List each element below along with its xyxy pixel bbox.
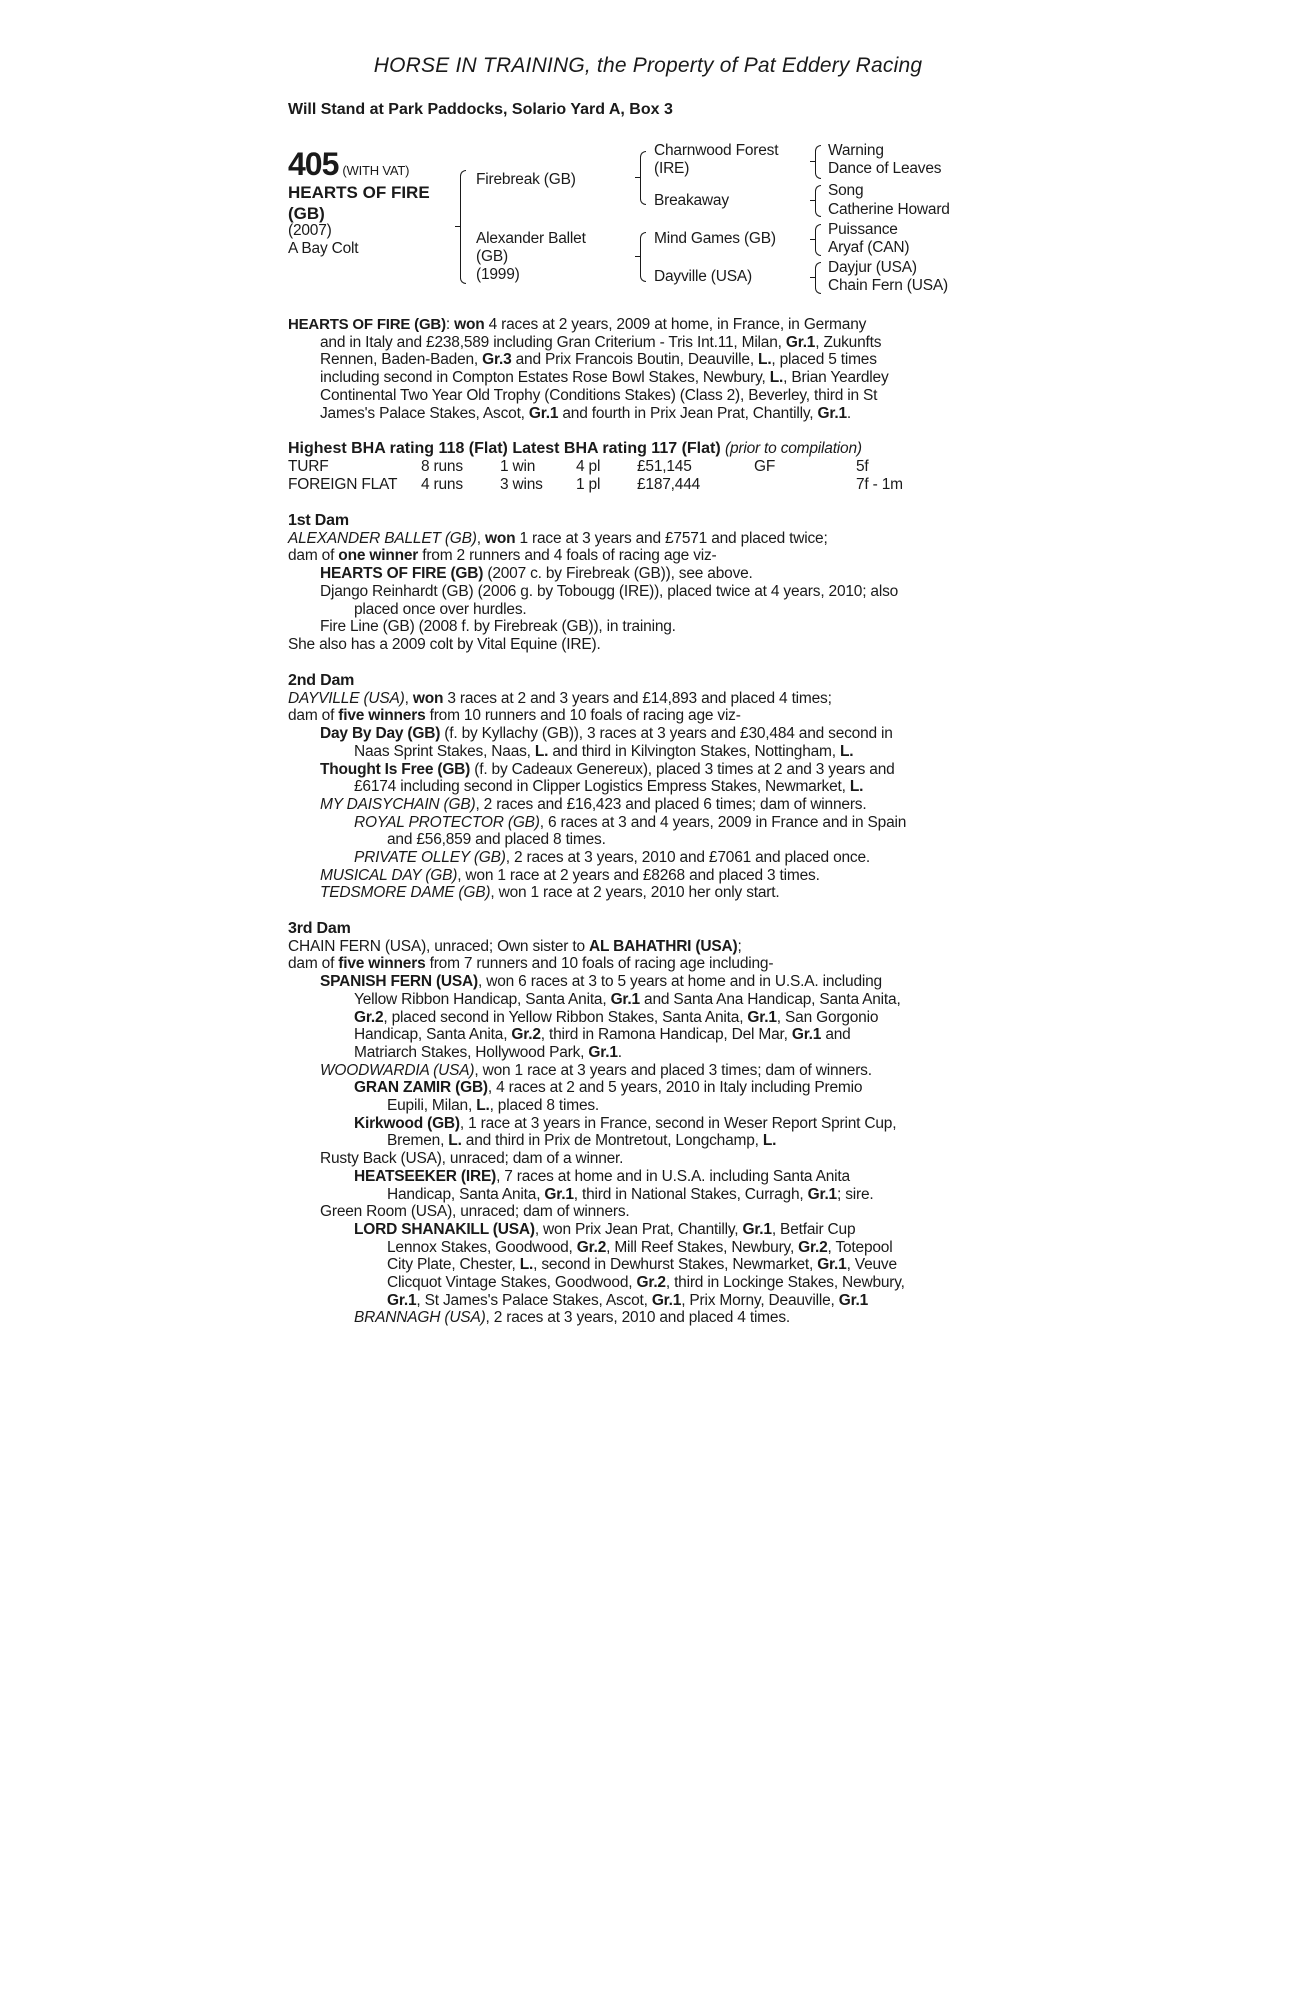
dam-text: dam of [288,547,339,565]
record-runs: 4 runs [421,476,463,493]
dam-text: , Mill Reef Stakes, Newbury, [606,1238,799,1256]
dam-line [288,938,1008,956]
pedigree-brace-notch [635,177,641,178]
group-label: Gr.2 [798,1238,828,1256]
summary-text: and Prix Francois Boutin, Deauville, [511,351,759,369]
dam-line [288,565,1008,583]
record-placed: 4 pl [576,458,601,475]
dam-text: ; [737,937,742,955]
dam-line [288,547,1008,565]
pedigree-brace-notch [810,200,816,201]
dam-winners: five winners [338,955,426,973]
dam-line: Rusty Back (USA), unraced; dam of a winner. [320,1150,624,1168]
pedigree-dds: Dayjur (USA) [828,259,917,276]
dam-line: Django Reinhardt (GB) (2006 g. by Tobougg (IRE)), placed twice at 4 years, 2010; also [320,582,899,600]
dam-winners: one winner [338,547,419,565]
pedigree-ds: Mind Games (GB) [654,230,776,247]
summary-text: Rennen, Baden-Baden, [320,351,483,369]
record-type: FOREIGN FLAT [288,476,398,493]
dam-line: Green Room (USA), unraced; dam of winners. [320,1203,630,1221]
pedigree-dam-line2: (GB) [476,248,508,265]
dam-text: Handicap, Santa Anita, [354,1026,512,1044]
relative-name: AL BAHATHRI (USA) [589,937,738,955]
dam-text: from 7 runners and 10 foals of racing age including- [425,955,774,973]
summary-line: Continental Two Year Old Trophy (Conditions Stakes) (Class 2), Beverley, third in St [320,386,878,404]
dam-text: , 2 races at 3 years, 2010 and placed 4 times. [485,1309,790,1327]
dam-line [288,884,1008,902]
dam-line [288,725,1008,743]
group-label: Gr.1 [544,1185,574,1203]
summary-text: including second in Compton Estates Rose Bowl Stakes, Newbury, [320,369,770,387]
second-dam-section [288,672,1008,902]
record-runs: 8 runs [421,458,463,475]
dam-text: , won Prix Jean Prat, Chantilly, [534,1220,743,1238]
race-summary [288,316,1008,422]
summary-text: : [445,316,455,333]
group-label: Gr.1 [747,1008,777,1026]
progeny-name: LORD SHANAKILL (USA) [354,1220,535,1238]
dam-line [288,761,1008,779]
dam-text: , 6 races at 3 and 4 years, 2009 in France and in Spain [539,813,907,831]
group-label: Gr.1 [791,1026,822,1044]
dam-text: Yellow Ribbon Handicap, Santa Anita, [354,990,611,1008]
group-label: Gr.1 [742,1220,772,1238]
page-title: HORSE IN TRAINING, the Property of Pat Eddery Racing [373,54,923,77]
lot-number-block [288,146,409,183]
dam-text: Clicquot Vintage Stakes, Goodwood, [387,1274,637,1292]
dam-line [288,796,1008,814]
pedigree-ssd: Dance of Leaves [828,160,942,177]
dam-text: , won 6 races at 3 to 5 years at home and in U.S.A. including [478,973,882,991]
dam-text: . [617,1043,622,1061]
dam-text: (2007 c. by Firebreak (GB)), see above. [483,565,753,583]
progeny-name: TEDSMORE DAME (GB) [320,884,491,902]
dam-line [288,1115,1008,1133]
dam-text: Naas Sprint Stakes, Naas, [354,742,535,760]
dam-text: (f. by Cadeaux Genereux), placed 3 times at 2 and 3 years and [470,760,895,778]
summary-line [288,316,1008,334]
stand-location: Will Stand at Park Paddocks, Solario Yard A, Box 3 [288,101,673,118]
group-label: Gr.1 [817,404,847,422]
listed-label: L. [849,778,864,796]
listed-label: L. [762,1132,777,1150]
group-label: Gr.1 [588,1043,618,1061]
record-wins: 3 wins [500,476,543,493]
dam-line [288,1309,1008,1327]
dam-text: , won 1 race at 2 years, 2010 her only start. [490,884,780,902]
dam-text: , third in Ramona Handicap, Del Mar, [540,1026,792,1044]
summary-horse-name: HEARTS OF FIRE (GB) [288,316,446,333]
listed-label: L. [448,1132,462,1150]
group-label: Gr.1 [651,1291,682,1309]
pedigree-sire: Firebreak (GB) [476,171,576,188]
dam-text: £6174 including second in Clipper Logistics Empress Stakes, Newmarket, [354,778,850,796]
dam-text: Lennox Stakes, Goodwood, [387,1238,577,1256]
dam-line [288,849,1008,867]
pedigree-ss-line1: Charnwood Forest [654,142,779,159]
summary-line [288,369,1008,387]
progeny-name: BRANNAGH (USA) [354,1309,486,1327]
dam-text: and third in Kilvington Stakes, Nottingham, [548,742,840,760]
dam-text: CHAIN FERN (USA), unraced; Own sister to [288,937,590,955]
pedigree-sss: Warning [828,142,884,159]
group-label: Gr.2 [576,1238,607,1256]
pedigree-dam-line3: (1999) [476,266,520,283]
horse-name-line1: HEARTS OF FIRE [288,183,430,202]
progeny-name: Day By Day (GB) [320,725,441,743]
progeny-name: GRAN ZAMIR (GB) [354,1079,488,1097]
summary-text: , Zukunfts [815,333,882,351]
third-dam-section [288,920,1008,1327]
progeny-name: PRIVATE OLLEY (GB) [354,849,506,867]
group-label: Gr.1 [838,1291,869,1309]
dam-line [288,814,1008,832]
record-wins: 1 win [500,458,536,475]
dam-text: dam of [288,955,339,973]
first-dam-section [288,512,1008,654]
dam-text: , 1 race at 3 years in France, second in Weser Report Sprint Cup, [459,1114,897,1132]
group-label: Gr.2 [354,1008,384,1026]
dam-line: Fire Line (GB) (2008 f. by Firebreak (GB)), in training. [320,618,676,636]
pedigree-brace-notch [810,239,816,240]
pedigree-dam-line1: Alexander Ballet [476,230,586,247]
dam-text: and Santa Ana Handicap, Santa Anita, [639,990,901,1008]
ratings-line [288,440,1008,458]
dam-text: , third in Lockinge Stakes, Newbury, [665,1274,905,1292]
dam-text: from 2 runners and 4 foals of racing age viz- [418,547,717,565]
horse-info [288,222,358,258]
pedigree-brace-notch [635,256,641,257]
dam-text: (f. by Kyllachy (GB)), 3 races at 3 years and £30,484 and second in [440,725,893,743]
dam-line [288,530,1008,548]
record-placed: 1 pl [576,476,601,493]
first-dam-heading: 1st Dam [288,512,349,529]
dam-text: Bremen, [387,1132,449,1150]
ratings-note: (prior to compilation) [724,440,862,457]
summary-text: and in Italy and £238,589 including Gran Criterium - Tris Int.11, Milan, [320,333,786,351]
dam-line [288,1292,1008,1310]
progeny-name: Kirkwood (GB) [354,1114,460,1132]
dam-line [288,690,1008,708]
pedigree-dss: Puissance [828,221,898,238]
progeny-name: HEARTS OF FIRE (GB) [320,565,484,583]
dam-line [288,1062,1008,1080]
dam-line [288,1009,1008,1027]
listed-label: L. [839,742,854,760]
dam-line [288,1256,1008,1274]
record-distance: 7f - 1m [856,476,903,493]
dam-text: , Prix Morny, Deauville, [681,1291,839,1309]
group-label: Gr.1 [785,333,816,351]
dam-line [288,707,1008,725]
dam-line [288,1274,1008,1292]
listed-label: L. [476,1097,490,1115]
group-label: Gr.1 [387,1291,417,1309]
dam-text: , 4 races at 2 and 5 years, 2010 in Italy including Premio [487,1079,863,1097]
dam-text: City Plate, Chester, [387,1256,520,1274]
listed-label: L. [519,1256,534,1274]
dam-name: DAYVILLE (USA) [288,689,405,707]
dam-text: dam of [288,707,339,725]
record-earnings: £187,444 [637,476,701,493]
dam-text: , Betfair Cup [771,1220,856,1238]
group-label: Gr.1 [528,404,559,422]
dam-text: , won 1 race at 3 years and placed 3 times; dam of winners. [474,1061,872,1079]
dam-line [288,778,1008,796]
dam-text: , second in Dewhurst Stakes, Newmarket, [533,1256,818,1274]
horse-description: A Bay Colt [288,240,359,257]
summary-text: . [846,404,851,422]
dam-line: and £56,859 and placed 8 times. [387,831,606,849]
progeny-name: HEATSEEKER (IRE) [354,1167,497,1185]
pedigree-sds: Song [828,182,864,199]
dam-text: , placed second in Yellow Ribbon Stakes, Santa Anita, [383,1008,748,1026]
dam-text: and third in Prix de Montretout, Longchamp, [461,1132,763,1150]
summary-text: , Brian Yeardley [783,369,889,387]
dam-text: Eupili, Milan, [387,1097,477,1115]
dam-name: ALEXANDER BALLET (GB) [288,529,477,547]
dam-text: 3 races at 2 and 3 years and £14,893 and placed 4 times; [443,689,832,707]
pedigree-dsd: Aryaf (CAN) [828,239,910,256]
summary-text: 4 races at 2 years, 2009 at home, in France, in Germany [484,316,867,333]
dam-line [288,973,1008,991]
pedigree-brace-notch [810,277,816,278]
horse-name [288,182,453,224]
record-distance: 5f [856,458,869,475]
group-label: Gr.3 [482,351,512,369]
group-label: Gr.2 [636,1274,666,1292]
dam-text: , placed 8 times. [489,1097,600,1115]
dam-text: , St James's Palace Stakes, Ascot, [416,1291,652,1309]
group-label: Gr.2 [511,1026,541,1044]
dam-line [288,991,1008,1009]
record-earnings: £51,145 [637,458,692,475]
progeny-name: MY DAISYCHAIN (GB) [320,795,476,813]
group-label: Gr.1 [807,1185,837,1203]
dam-text: , third in National Stakes, Curragh, [573,1185,808,1203]
progeny-name: Thought Is Free (GB) [320,760,471,778]
pedigree-ss-line2: (IRE) [654,160,690,177]
dam-text: , won 1 race at 2 years and £8268 and placed 3 times. [457,866,820,884]
record-type: TURF [288,458,329,475]
pedigree-brace-notch [455,226,461,227]
dam-line [288,955,1008,973]
dam-text: , 2 races at 3 years, 2010 and £7061 and placed once. [505,849,871,867]
pedigree-sdd: Catherine Howard [828,201,950,218]
lot-number: 405 [288,146,339,182]
dam-line [288,1239,1008,1257]
dam-line [288,1044,1008,1062]
progeny-name: ROYAL PROTECTOR (GB) [354,813,540,831]
vat-note: (WITH VAT) [342,163,410,178]
foaling-year: (2007) [288,222,332,239]
dam-line [288,1221,1008,1239]
dam-text: Handicap, Santa Anita, [387,1185,545,1203]
progeny-name: MUSICAL DAY (GB) [320,866,458,884]
summary-line [288,334,1008,352]
dam-text: , 2 races and £16,423 and placed 6 times; dam of winners. [475,795,867,813]
group-label: Gr.1 [610,990,640,1008]
dam-line [288,1079,1008,1097]
summary-text: and fourth in Prix Jean Prat, Chantilly, [558,404,818,422]
dam-line [288,1097,1008,1115]
dam-text: and [821,1026,851,1044]
dam-line: placed once over hurdles. [354,600,527,618]
dam-text: , [404,689,413,707]
second-dam-heading: 2nd Dam [288,672,355,689]
dam-text: , San Gorgonio [776,1008,879,1026]
dam-line [288,867,1008,885]
summary-line [288,405,1008,423]
pedigree-dd: Dayville (USA) [654,268,752,285]
dam-text: , 7 races at home and in U.S.A. including Santa Anita [496,1167,850,1185]
listed-label: L. [769,369,784,387]
pedigree-brace-notch [810,161,816,162]
summary-text: James's Palace Stakes, Ascot, [320,404,529,422]
dam-line [288,1132,1008,1150]
dam-line: She also has a 2009 colt by Vital Equine (IRE). [288,635,601,653]
ratings-text: Highest BHA rating 118 (Flat) Latest BHA rating 117 (Flat) [288,440,721,457]
dam-text: from 10 runners and 10 foals of racing age viz- [425,707,741,725]
dam-line [288,1168,1008,1186]
listed-label: L. [534,742,549,760]
dam-text: 1 race at 3 years and £7571 and placed twice; [515,529,828,547]
dam-won: won [412,689,444,707]
listed-label: L. [758,351,772,369]
group-label: Gr.1 [817,1256,847,1274]
dam-text: , [476,529,485,547]
third-dam-heading: 3rd Dam [288,920,351,937]
dam-won: won [484,529,516,547]
dam-text: Matriarch Stakes, Hollywood Park, [354,1043,589,1061]
dam-text: , Veuve [846,1256,897,1274]
dam-text: , Totepool [827,1238,893,1256]
dam-line [288,1186,1008,1204]
pedigree-ddd: Chain Fern (USA) [828,277,948,294]
dam-winners: five winners [338,707,426,725]
dam-text: ; sire. [836,1185,874,1203]
summary-text: , placed 5 times [771,351,877,369]
record-going: GF [754,458,776,475]
pedigree-sd: Breakaway [654,192,729,209]
progeny-name: SPANISH FERN (USA) [320,973,479,991]
summary-won: won [454,316,485,333]
horse-name-line2: (GB) [288,204,325,223]
dam-line [288,743,1008,761]
dam-line [288,1026,1008,1044]
summary-line [288,351,1008,369]
progeny-name: WOODWARDIA (USA) [320,1061,475,1079]
